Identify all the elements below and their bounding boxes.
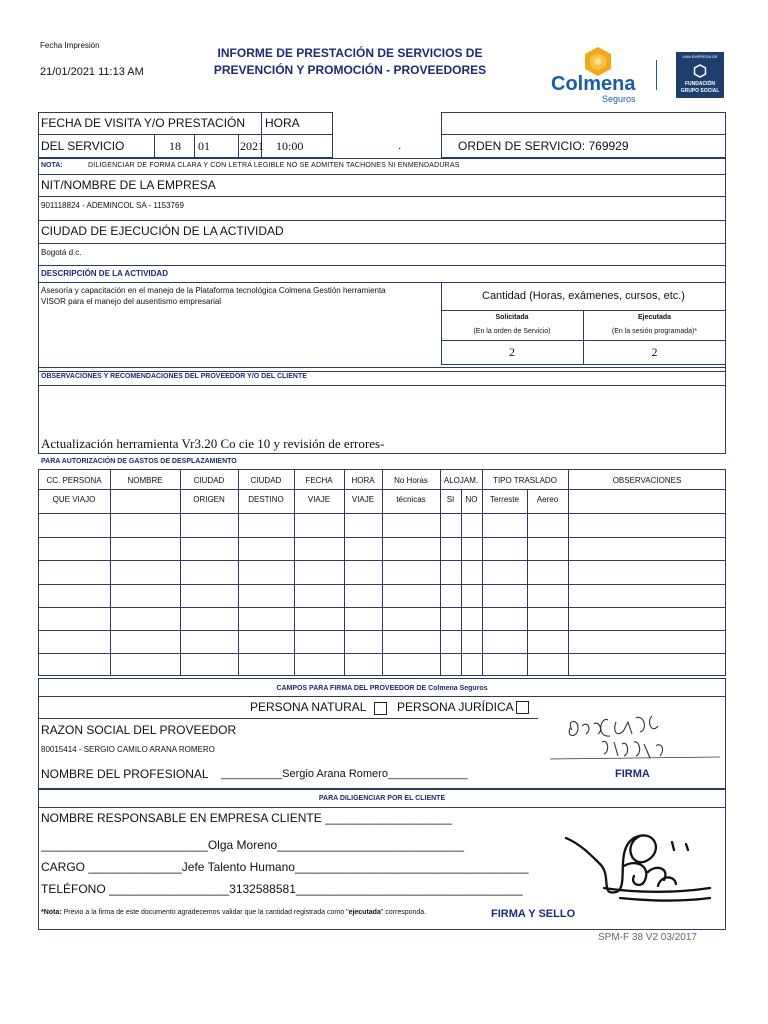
col-transfer-type: TIPO TRASLADO (493, 476, 557, 485)
col-lodging: ALOJAM. (443, 476, 479, 485)
company-value: 901118824 - ADEMINCOL SA - 1153769 (41, 201, 184, 210)
fundacion-logo: UNA EMPRESA DE FUNDACIÓN GRUPO SOCIAL (676, 52, 724, 98)
activity-label: DESCRIPCIÓN DE LA ACTIVIDAD (41, 269, 168, 278)
travel-column-line (110, 469, 111, 676)
separator-dot: . (398, 138, 402, 152)
client-label: PARA DILIGENCIAR POR EL CLIENTE (318, 795, 446, 802)
brand-name: Colmena (551, 73, 636, 95)
observations-label: OBSERVACIONES Y RECOMENDACIONES DEL PROVEEDOR Y/O DEL CLIENTE (41, 373, 307, 380)
provider-signature (548, 712, 723, 768)
col-air: Aereo (536, 495, 559, 504)
col-trip-date: FECHA (305, 476, 333, 485)
signature-caption: FIRMA (615, 768, 650, 780)
service-order: ORDEN DE SERVICIO: 769929 (458, 139, 629, 153)
visit-date-label-2: DEL SERVICIO (41, 139, 125, 153)
city-value: Bogotá d.c. (41, 248, 82, 257)
client-signature (560, 822, 715, 904)
col-lodging-no: NO (465, 495, 478, 504)
professional-value: __________Sergio Arana Romero_____________ (221, 768, 468, 780)
travel-column-line (461, 489, 462, 676)
client-note: *Nota: Previo a la firma de este documento agradecemos validar que la cantidad registrada como "ejecutada" corresponda. (41, 909, 427, 916)
col-cc-person: CC. PERSONA (46, 476, 102, 485)
client-phone: TELÉFONO __________________3132588581__________________________________ (41, 882, 523, 896)
col-trip-hour: HORA (351, 476, 375, 485)
provider-name-value: 80015414 - SERGIO CAMILO ARANA ROMERO (41, 745, 215, 754)
logo-divider (656, 60, 657, 90)
requested-label: Solicitada (495, 314, 529, 321)
client-position: CARGO ______________Jefe Talento Humano___________________________________ (41, 860, 529, 874)
print-date-label: Fecha Impresión (40, 41, 100, 50)
note-label: NOTA: (41, 162, 63, 169)
col-land: Terreste (490, 495, 519, 504)
travel-column-line (568, 469, 569, 676)
requested-value: 2 (509, 345, 515, 359)
col-origin: CIUDAD (193, 476, 225, 485)
city-label: CIUDAD DE EJECUCIÓN DE LA ACTIVIDAD (41, 224, 284, 238)
fundacion-emblem-icon (693, 64, 707, 78)
executed-sub: (En la sesión programada)* (611, 328, 698, 335)
client-responsible-value: _________________________Olga Moreno____________________________ (41, 838, 465, 852)
executed-label: Ejecutada (637, 314, 672, 321)
note-text: DILIGENCIAR DE FORMA CLARA Y CON LETRA LEGIBLE NO SE ADMITEN TACHONES NI ENMENDADURAS (88, 162, 460, 169)
client-responsible-label: NOMBRE RESPONSABLE EN EMPRESA CLIENTE ___________________ (41, 811, 452, 825)
executed-value: 2 (651, 345, 658, 359)
provider-name-label: RAZON SOCIAL DEL PROVEEDOR (41, 723, 237, 737)
visit-month: 01 (198, 139, 210, 153)
col-tech-hours: No Horas (394, 476, 428, 485)
provider-signature-mark (548, 712, 723, 768)
visit-year: 2021 (240, 139, 264, 153)
person-juridica-checkbox[interactable] (516, 701, 529, 714)
hour-value: 10:00 (276, 139, 304, 153)
brand-sub: Seguros (602, 94, 636, 104)
professional-label: NOMBRE DEL PROFESIONAL (41, 767, 209, 781)
travel-label: PARA AUTORIZACIÓN DE GASTOS DE DESPLAZAMIENTO (41, 458, 237, 465)
requested-sub: (En la orden de Servicio) (473, 328, 551, 335)
provider-sign-label: CAMPOS PARA FIRMA DEL PROVEEDOR DE Colmena Seguros (276, 685, 488, 692)
observations-value: Actualización herramienta Vr3.20 Co cie 10 y revisión de errores- (41, 436, 385, 451)
visit-day: 18 (169, 139, 181, 153)
col-observations: OBSERVACIONES (612, 476, 682, 485)
activity-desc-line2: VISOR para el manejo del ausentismo empresarial (41, 297, 222, 306)
col-name: NOMBRE (127, 476, 163, 485)
company-label: NIT/NOMBRE DE LA EMPRESA (41, 178, 216, 192)
quantity-label: Cantidad (Horas, exámenes, cursos, etc.) (482, 290, 685, 302)
report-title-line1: INFORME DE PRESTACIÓN DE SERVICIOS DE (217, 46, 483, 60)
form-code: SPM-F 38 V2 03/2017 (598, 932, 697, 943)
stamp-caption: FIRMA Y SELLO (491, 908, 576, 920)
report-title-line2: PREVENCIÓN Y PROMOCIÓN - PROVEEDORES (213, 63, 487, 77)
person-juridica-label: PERSONA JURÍDICA (397, 700, 514, 714)
client-signature-mark (560, 822, 715, 904)
activity-desc-line1: Asesoría y capacitación en el manejo de la Plataforma tecnológica Colmena Gestión herramienta (41, 286, 386, 295)
colmena-logo (548, 44, 648, 106)
hour-label: HORA (265, 116, 300, 130)
col-destination: CIUDAD (250, 476, 282, 485)
visit-date-label: FECHA DE VISITA Y/O PRESTACIÓN (41, 116, 246, 130)
person-natural-checkbox[interactable] (374, 702, 387, 715)
travel-column-line (527, 489, 528, 676)
print-date-value: 21/01/2021 11:13 AM (40, 66, 144, 78)
person-natural-label: PERSONA NATURAL (250, 700, 367, 714)
col-lodging-yes: SI (446, 495, 455, 504)
